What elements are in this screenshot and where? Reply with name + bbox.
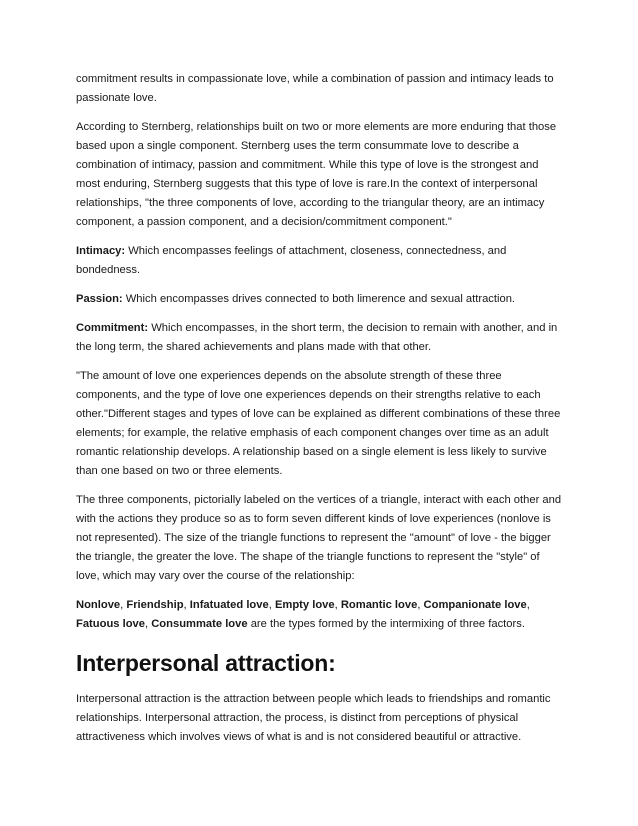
intimacy-text: Which encompasses feelings of attachment, closeness, connectedness, and bondedness. bbox=[76, 245, 507, 276]
love-type-empty: Empty love bbox=[274, 599, 335, 611]
passion-text: Which encompasses drives connected to both limerence and sexual attraction. bbox=[122, 293, 516, 305]
section-heading: Interpersonal attraction: bbox=[76, 650, 336, 676]
commitment-label: Commitment: bbox=[76, 322, 149, 334]
paragraph-interpersonal-attraction: Interpersonal attraction is the attraction between people which leads to friendships and romantic relationships. Interpersonal attraction, the process, is distinct from perceptions of physical attractiveness which involves views of what is and is not considered beautiful or attractive. bbox=[76, 693, 551, 743]
separator: , bbox=[183, 599, 190, 611]
paragraph-sternberg: According to Sternberg, relationships built on two or more elements are more enduring that those based upon a single component. Sternberg uses the term consummate love to describe a combination of intimacy, passion and commitment. While this type of love is the strongest and most enduring, Sternberg suggests that this type of love is rare.In the context of interpersonal relationships, "the three components of love, according to the triangular theory, are an intimacy component, a passion component, and a decision/commitment component." bbox=[76, 121, 557, 228]
passion-label: Passion: bbox=[76, 293, 123, 305]
love-type-companionate: Companionate love bbox=[423, 599, 527, 611]
love-type-consummate: Consummate love bbox=[151, 618, 248, 630]
love-type-friendship: Friendship bbox=[126, 599, 184, 611]
paragraph-passion bbox=[76, 290, 562, 309]
separator: , bbox=[526, 599, 530, 611]
separator: , bbox=[120, 599, 127, 611]
love-types-tail: are the types formed by the intermixing of three factors. bbox=[247, 618, 525, 630]
paragraph-compassionate-love: commitment results in compassionate love, while a combination of passion and intimacy leads to passionate love. bbox=[76, 73, 554, 104]
separator: , bbox=[145, 618, 152, 630]
paragraph-triangle: The three components, pictorially labeled on the vertices of a triangle, interact with each other and with the actions they produce so as to form seven different kinds of love experiences (nonlove is not represented). The size of the triangle functions to represent the "amount" of love - the bigger the triangle, the greater the love. The shape of the triangle functions to represent the "style" of love, which may vary over the course of the relationship: bbox=[76, 494, 562, 582]
paragraph-intimacy bbox=[76, 242, 562, 280]
paragraph-amount-of-love: "The amount of love one experiences depends on the absolute strength of these three components, and the type of love one experiences depends on their strengths relative to each other."Different stages and types of love can be explained as different combinations of these three elements; for example, the relative emphasis of each component changes over time as an adult romantic relationship develops. A relationship based on a single element is less likely to survive than one based on two or three elements. bbox=[76, 370, 561, 477]
love-type-nonlove: Nonlove bbox=[76, 599, 121, 611]
intimacy-label: Intimacy: bbox=[76, 245, 126, 257]
paragraph-commitment bbox=[76, 319, 562, 357]
separator: , bbox=[417, 599, 424, 611]
commitment-text: Which encompasses, in the short term, the decision to remain with another, and in the long term, the shared achievements and plans made with that other. bbox=[76, 322, 558, 353]
separator: , bbox=[268, 599, 275, 611]
love-type-romantic: Romantic love bbox=[340, 599, 418, 611]
separator: , bbox=[334, 599, 341, 611]
paragraph-love-types bbox=[76, 596, 562, 634]
love-type-fatuous: Fatuous love bbox=[76, 618, 145, 630]
love-type-infatuated: Infatuated love bbox=[189, 599, 269, 611]
